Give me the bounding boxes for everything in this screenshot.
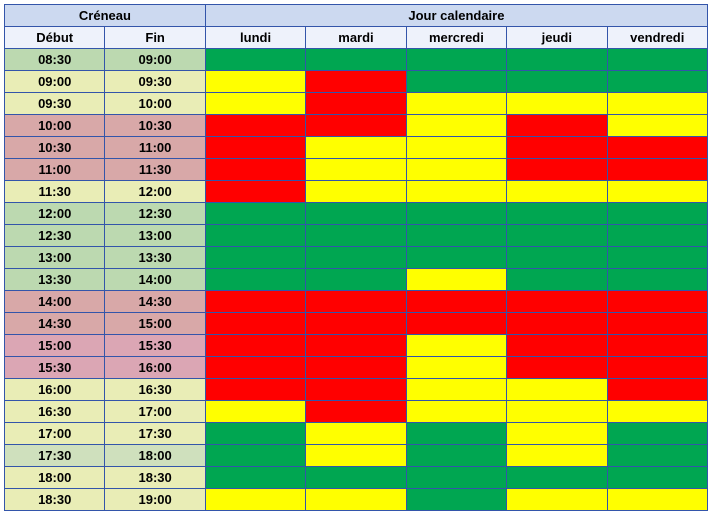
table-row bbox=[5, 247, 708, 269]
availability-cell-vendredi[interactable] bbox=[607, 93, 707, 115]
availability-cell-lundi[interactable] bbox=[205, 225, 305, 247]
availability-cell-vendredi[interactable] bbox=[607, 269, 707, 291]
availability-cell-mardi[interactable] bbox=[306, 159, 406, 181]
slot-start-time: 14:30 bbox=[5, 313, 105, 335]
slot-end-time: 10:30 bbox=[105, 115, 205, 137]
table-row bbox=[5, 489, 708, 511]
availability-cell-mardi[interactable] bbox=[306, 357, 406, 379]
slot-start-time: 18:30 bbox=[5, 489, 105, 511]
availability-cell-mercredi[interactable] bbox=[406, 467, 506, 489]
availability-cell-mercredi[interactable] bbox=[406, 93, 506, 115]
table-row bbox=[5, 181, 708, 203]
availability-cell-mercredi[interactable] bbox=[406, 247, 506, 269]
availability-cell-jeudi[interactable] bbox=[507, 203, 607, 225]
availability-cell-jeudi[interactable] bbox=[507, 137, 607, 159]
table-row bbox=[5, 423, 708, 445]
slot-end-time: 11:00 bbox=[105, 137, 205, 159]
availability-cell-mardi[interactable] bbox=[306, 489, 406, 511]
group-header-row bbox=[5, 5, 708, 27]
slot-start-time: 09:30 bbox=[5, 93, 105, 115]
slot-end-time: 12:30 bbox=[105, 203, 205, 225]
availability-cell-mercredi[interactable] bbox=[406, 181, 506, 203]
availability-cell-vendredi[interactable] bbox=[607, 181, 707, 203]
table-row bbox=[5, 93, 708, 115]
slot-end-time: 16:00 bbox=[105, 357, 205, 379]
availability-cell-vendredi[interactable] bbox=[607, 247, 707, 269]
slot-end-time: 16:30 bbox=[105, 379, 205, 401]
availability-cell-vendredi[interactable] bbox=[607, 49, 707, 71]
slot-start-time: 17:30 bbox=[5, 445, 105, 467]
availability-cell-mercredi[interactable] bbox=[406, 203, 506, 225]
availability-cell-lundi[interactable] bbox=[205, 115, 305, 137]
availability-cell-mardi[interactable] bbox=[306, 181, 406, 203]
availability-cell-vendredi[interactable] bbox=[607, 203, 707, 225]
column-header-mardi: mardi bbox=[306, 27, 406, 49]
availability-cell-mardi[interactable] bbox=[306, 313, 406, 335]
column-header-debut: Début bbox=[5, 27, 105, 49]
availability-cell-mercredi[interactable] bbox=[406, 489, 506, 511]
availability-cell-vendredi[interactable] bbox=[607, 335, 707, 357]
column-header-jeudi: jeudi bbox=[507, 27, 607, 49]
table-row bbox=[5, 467, 708, 489]
availability-cell-mercredi[interactable] bbox=[406, 423, 506, 445]
availability-cell-mercredi[interactable] bbox=[406, 401, 506, 423]
availability-cell-jeudi[interactable] bbox=[507, 445, 607, 467]
availability-cell-jeudi[interactable] bbox=[507, 247, 607, 269]
slot-start-time: 09:00 bbox=[5, 71, 105, 93]
slot-start-time: 15:00 bbox=[5, 335, 105, 357]
availability-cell-vendredi[interactable] bbox=[607, 467, 707, 489]
availability-cell-jeudi[interactable] bbox=[507, 269, 607, 291]
table-row bbox=[5, 159, 708, 181]
availability-cell-mercredi[interactable] bbox=[406, 313, 506, 335]
availability-cell-jeudi[interactable] bbox=[507, 401, 607, 423]
column-header-row bbox=[5, 27, 708, 49]
availability-cell-jeudi[interactable] bbox=[507, 379, 607, 401]
availability-cell-jeudi[interactable] bbox=[507, 467, 607, 489]
availability-cell-jeudi[interactable] bbox=[507, 71, 607, 93]
slot-end-time: 09:30 bbox=[105, 71, 205, 93]
table-row bbox=[5, 291, 708, 313]
slot-start-time: 16:30 bbox=[5, 401, 105, 423]
availability-cell-mardi[interactable] bbox=[306, 203, 406, 225]
availability-cell-mercredi[interactable] bbox=[406, 379, 506, 401]
table-header bbox=[5, 5, 708, 49]
slot-start-time: 10:30 bbox=[5, 137, 105, 159]
availability-cell-lundi[interactable] bbox=[205, 379, 305, 401]
availability-cell-vendredi[interactable] bbox=[607, 71, 707, 93]
availability-cell-jeudi[interactable] bbox=[507, 115, 607, 137]
availability-cell-mardi[interactable] bbox=[306, 269, 406, 291]
availability-cell-vendredi[interactable] bbox=[607, 115, 707, 137]
availability-cell-mardi[interactable] bbox=[306, 225, 406, 247]
availability-cell-mardi[interactable] bbox=[306, 291, 406, 313]
table-row bbox=[5, 269, 708, 291]
availability-cell-mardi[interactable] bbox=[306, 71, 406, 93]
availability-cell-mercredi[interactable] bbox=[406, 269, 506, 291]
availability-cell-lundi[interactable] bbox=[205, 357, 305, 379]
availability-cell-lundi[interactable] bbox=[205, 137, 305, 159]
table-row bbox=[5, 357, 708, 379]
availability-cell-lundi[interactable] bbox=[205, 467, 305, 489]
availability-cell-mardi[interactable] bbox=[306, 379, 406, 401]
slot-start-time: 14:00 bbox=[5, 291, 105, 313]
availability-cell-mardi[interactable] bbox=[306, 335, 406, 357]
availability-cell-lundi[interactable] bbox=[205, 335, 305, 357]
availability-cell-jeudi[interactable] bbox=[507, 181, 607, 203]
availability-cell-jeudi[interactable] bbox=[507, 423, 607, 445]
table-row bbox=[5, 445, 708, 467]
table-row bbox=[5, 49, 708, 71]
availability-cell-mercredi[interactable] bbox=[406, 445, 506, 467]
group-header-jour: Jour calendaire bbox=[205, 5, 707, 27]
availability-cell-jeudi[interactable] bbox=[507, 335, 607, 357]
slot-end-time: 18:00 bbox=[105, 445, 205, 467]
availability-cell-jeudi[interactable] bbox=[507, 291, 607, 313]
availability-cell-lundi[interactable] bbox=[205, 49, 305, 71]
table-row bbox=[5, 225, 708, 247]
availability-cell-jeudi[interactable] bbox=[507, 489, 607, 511]
slot-start-time: 12:30 bbox=[5, 225, 105, 247]
table-row bbox=[5, 313, 708, 335]
availability-cell-jeudi[interactable] bbox=[507, 357, 607, 379]
slot-end-time: 18:30 bbox=[105, 467, 205, 489]
availability-cell-lundi[interactable] bbox=[205, 247, 305, 269]
availability-cell-lundi[interactable] bbox=[205, 181, 305, 203]
table-row bbox=[5, 401, 708, 423]
availability-cell-lundi[interactable] bbox=[205, 423, 305, 445]
availability-cell-vendredi[interactable] bbox=[607, 159, 707, 181]
availability-cell-lundi[interactable] bbox=[205, 313, 305, 335]
slot-start-time: 15:30 bbox=[5, 357, 105, 379]
slot-end-time: 11:30 bbox=[105, 159, 205, 181]
column-header-mercredi: mercredi bbox=[406, 27, 506, 49]
availability-cell-mercredi[interactable] bbox=[406, 115, 506, 137]
availability-cell-lundi[interactable] bbox=[205, 489, 305, 511]
availability-cell-vendredi[interactable] bbox=[607, 313, 707, 335]
slot-end-time: 12:00 bbox=[105, 181, 205, 203]
availability-cell-mercredi[interactable] bbox=[406, 137, 506, 159]
slot-start-time: 17:00 bbox=[5, 423, 105, 445]
availability-cell-lundi[interactable] bbox=[205, 291, 305, 313]
table-row bbox=[5, 137, 708, 159]
availability-cell-jeudi[interactable] bbox=[507, 225, 607, 247]
slot-end-time: 13:30 bbox=[105, 247, 205, 269]
slot-end-time: 19:00 bbox=[105, 489, 205, 511]
availability-cell-lundi[interactable] bbox=[205, 401, 305, 423]
availability-cell-vendredi[interactable] bbox=[607, 401, 707, 423]
slot-start-time: 10:00 bbox=[5, 115, 105, 137]
availability-cell-mercredi[interactable] bbox=[406, 49, 506, 71]
slot-start-time: 12:00 bbox=[5, 203, 105, 225]
slot-start-time: 18:00 bbox=[5, 467, 105, 489]
availability-cell-mercredi[interactable] bbox=[406, 225, 506, 247]
availability-cell-vendredi[interactable] bbox=[607, 423, 707, 445]
availability-cell-jeudi[interactable] bbox=[507, 313, 607, 335]
availability-cell-mercredi[interactable] bbox=[406, 291, 506, 313]
slot-start-time: 08:30 bbox=[5, 49, 105, 71]
availability-cell-mardi[interactable] bbox=[306, 49, 406, 71]
slot-end-time: 15:30 bbox=[105, 335, 205, 357]
slot-end-time: 15:00 bbox=[105, 313, 205, 335]
availability-cell-lundi[interactable] bbox=[205, 269, 305, 291]
availability-cell-vendredi[interactable] bbox=[607, 357, 707, 379]
availability-cell-vendredi[interactable] bbox=[607, 489, 707, 511]
slot-start-time: 13:00 bbox=[5, 247, 105, 269]
availability-cell-mercredi[interactable] bbox=[406, 357, 506, 379]
availability-cell-jeudi[interactable] bbox=[507, 49, 607, 71]
availability-cell-vendredi[interactable] bbox=[607, 291, 707, 313]
table-row bbox=[5, 335, 708, 357]
table-row bbox=[5, 379, 708, 401]
availability-cell-vendredi[interactable] bbox=[607, 225, 707, 247]
availability-cell-mardi[interactable] bbox=[306, 467, 406, 489]
slot-start-time: 11:30 bbox=[5, 181, 105, 203]
table-row bbox=[5, 203, 708, 225]
column-header-lundi: lundi bbox=[205, 27, 305, 49]
slot-end-time: 17:30 bbox=[105, 423, 205, 445]
table-row bbox=[5, 71, 708, 93]
column-header-fin: Fin bbox=[105, 27, 205, 49]
availability-table bbox=[4, 4, 708, 511]
availability-cell-lundi[interactable] bbox=[205, 445, 305, 467]
slot-start-time: 11:00 bbox=[5, 159, 105, 181]
availability-cell-lundi[interactable] bbox=[205, 71, 305, 93]
availability-cell-mercredi[interactable] bbox=[406, 71, 506, 93]
availability-cell-vendredi[interactable] bbox=[607, 379, 707, 401]
availability-cell-jeudi[interactable] bbox=[507, 159, 607, 181]
availability-cell-mardi[interactable] bbox=[306, 247, 406, 269]
availability-cell-mardi[interactable] bbox=[306, 445, 406, 467]
column-header-vendredi: vendredi bbox=[607, 27, 707, 49]
availability-cell-lundi[interactable] bbox=[205, 159, 305, 181]
slot-end-time: 09:00 bbox=[105, 49, 205, 71]
availability-cell-vendredi[interactable] bbox=[607, 137, 707, 159]
availability-cell-mardi[interactable] bbox=[306, 115, 406, 137]
slot-start-time: 16:00 bbox=[5, 379, 105, 401]
availability-cell-mercredi[interactable] bbox=[406, 335, 506, 357]
table-row bbox=[5, 115, 708, 137]
slot-end-time: 17:00 bbox=[105, 401, 205, 423]
slot-end-time: 13:00 bbox=[105, 225, 205, 247]
availability-cell-vendredi[interactable] bbox=[607, 445, 707, 467]
availability-cell-lundi[interactable] bbox=[205, 93, 305, 115]
table-body bbox=[5, 49, 708, 511]
slot-start-time: 13:30 bbox=[5, 269, 105, 291]
availability-cell-mardi[interactable] bbox=[306, 423, 406, 445]
availability-cell-mardi[interactable] bbox=[306, 137, 406, 159]
availability-cell-mardi[interactable] bbox=[306, 93, 406, 115]
slot-end-time: 10:00 bbox=[105, 93, 205, 115]
availability-cell-lundi[interactable] bbox=[205, 203, 305, 225]
slot-end-time: 14:00 bbox=[105, 269, 205, 291]
availability-cell-jeudi[interactable] bbox=[507, 93, 607, 115]
slot-end-time: 14:30 bbox=[105, 291, 205, 313]
availability-cell-mardi[interactable] bbox=[306, 401, 406, 423]
availability-cell-mercredi[interactable] bbox=[406, 159, 506, 181]
group-header-creneau: Créneau bbox=[5, 5, 206, 27]
